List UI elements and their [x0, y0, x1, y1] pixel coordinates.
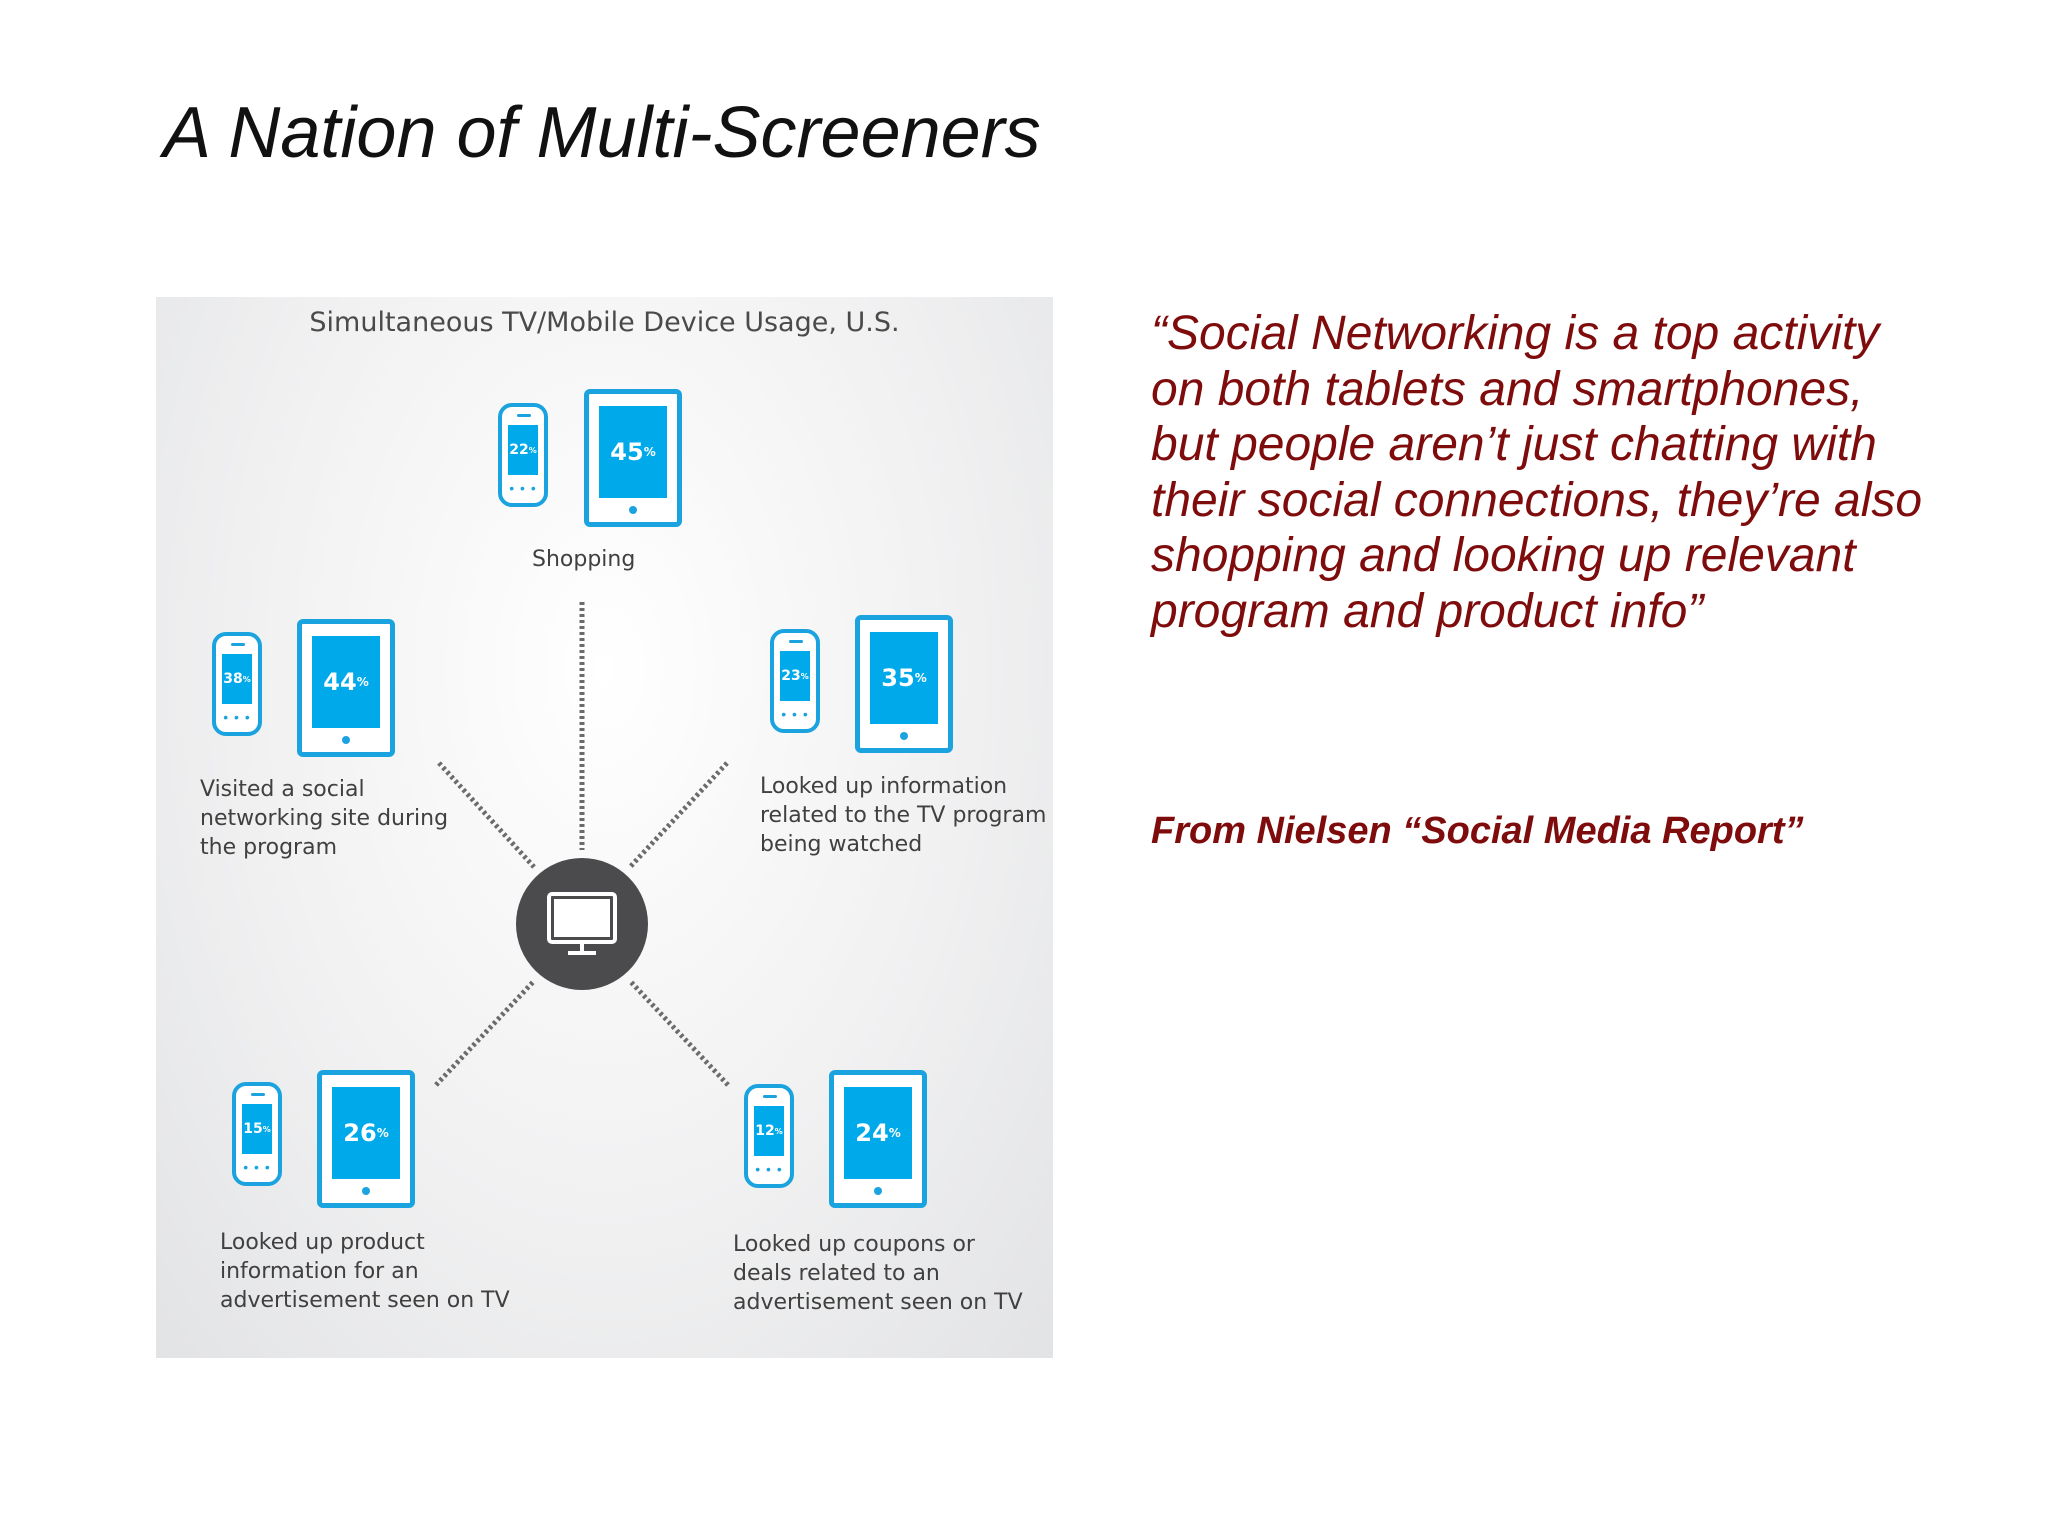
phone-value: 15 % — [242, 1104, 272, 1154]
slide-title: A Nation of Multi-Screeners — [163, 93, 1041, 173]
tv-hub — [516, 858, 648, 990]
infographic-title: Simultaneous TV/Mobile Device Usage, U.S. — [309, 307, 900, 338]
tablet-value: 26 % — [332, 1087, 400, 1179]
phone-value: 12 % — [754, 1106, 784, 1156]
connector-coupons — [630, 981, 728, 1085]
connector-product-info — [436, 981, 534, 1085]
caption-program-info: Looked up information related to the TV program being watched — [760, 774, 1047, 857]
connector-social — [439, 763, 534, 867]
caption-social: Visited a social networking site during the program — [200, 777, 449, 860]
tablet-value: 44 % — [312, 636, 380, 728]
quote-text: “Social Networking is a top activity on both tablets and smartphones, but people aren’t just chatting with their social connections, they’re also shopping and looking up relevant program and product info” — [1151, 307, 1923, 638]
tablet-value: 45 % — [599, 406, 667, 498]
caption-coupons: Looked up coupons or deals related to an advertisement seen on TV — [733, 1232, 1023, 1315]
caption-product-info: Looked up product information for an advertisement seen on TV — [220, 1230, 510, 1313]
connector-program-info — [630, 763, 727, 867]
tablet-value: 35 % — [870, 632, 938, 724]
phone-value: 22 % — [508, 425, 538, 475]
phone-value: 38 % — [222, 654, 252, 704]
phone-value: 23 % — [780, 651, 810, 701]
quote-source: From Nielsen “Social Media Report” — [1151, 810, 1804, 852]
tablet-value: 24 % — [844, 1087, 912, 1179]
infographic: Simultaneous TV/Mobile Device Usage, U.S. 22 % • • • 45 % Shopping 38 % • • • 44 % Visited a social networking site during the program 23 % • • • 35 % Looked up information related to the TV program being watched 15 % • • • 26 % Looked up product information for an advertisement seen on TV 12 % • • • 24 % Looked up coupons or deals related to an advertisement seen on TV — [156, 297, 1053, 1358]
caption-shopping: Shopping — [532, 547, 636, 572]
